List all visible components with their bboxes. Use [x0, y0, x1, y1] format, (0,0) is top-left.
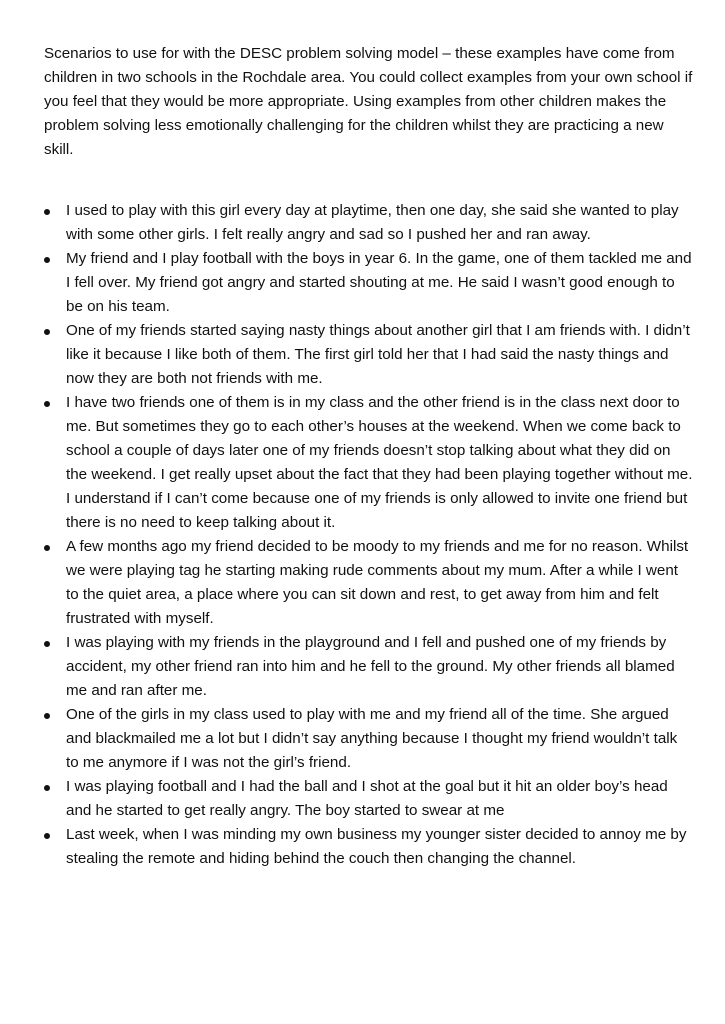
scenario-text: I used to play with this girl every day at playtime, then one day, she said she wanted to play with some other girls. I felt really angry and sad so I pushed her and ran away. [66, 202, 679, 243]
intro-paragraph: Scenarios to use for with the DESC problem solving model – these examples have come from children in two schools in the Rochdale area. You could collect examples from your own school if you feel that they would be more appropriate. Using examples from other children makes the problem solving less emotionally challenging for the children whilst they are practicing a new skill. [44, 45, 693, 158]
list-item [44, 775, 694, 823]
list-item [44, 319, 694, 391]
scenario-text: One of the girls in my class used to play with me and my friend all of the time. She argued and blackmailed me a lot but I didn’t say anything because I thought my friend wouldn’t talk to me anymore if I was not the girl’s friend. [66, 706, 678, 771]
scenario-list [44, 199, 694, 871]
bullet-icon [44, 209, 50, 215]
list-item [44, 535, 694, 631]
bullet-icon [44, 329, 50, 335]
list-item [44, 247, 694, 319]
bullet-icon [44, 641, 50, 647]
scenario-text: My friend and I play football with the boys in year 6. In the game, one of them tackled me and I fell over. My friend got angry and started shouting at me. He said I wasn’t good enough to be on his team. [66, 250, 692, 315]
list-item [44, 703, 694, 775]
list-item [44, 631, 694, 703]
list-item [44, 199, 694, 247]
bullet-icon [44, 785, 50, 791]
bullet-icon [44, 545, 50, 551]
bullet-icon [44, 713, 50, 719]
scenario-text: A few months ago my friend decided to be moody to my friends and me for no reason. Whilst we were playing tag he starting making rude comments about my mum. After a while I went to the quiet area, a place where you can sit down and rest, to get away from him and felt frustrated with myself. [66, 538, 689, 627]
scenario-text: I was playing with my friends in the playground and I fell and pushed one of my friends by accident, my other friend ran into him and he fell to the ground. My other friends all blamed me and ran after me. [66, 634, 675, 699]
list-item [44, 391, 694, 535]
bullet-icon [44, 833, 50, 839]
scenario-text: One of my friends started saying nasty things about another girl that I am friends with. I didn’t like it because I like both of them. The first girl told her that I had said the nasty things and now they are both not friends with me. [66, 322, 690, 387]
scenario-text: Last week, when I was minding my own business my younger sister decided to annoy me by stealing the remote and hiding behind the couch then changing the channel. [66, 826, 687, 867]
scenario-text: I was playing football and I had the ball and I shot at the goal but it hit an older boy’s head and he started to get really angry. The boy started to swear at me [66, 778, 668, 819]
bullet-icon [44, 401, 50, 407]
bullet-icon [44, 257, 50, 263]
scenario-text: I have two friends one of them is in my class and the other friend is in the class next door to me. But sometimes they go to each other’s houses at the weekend. When we come back to school a couple of days later one of my friends doesn’t stop talking about what they did on the weekend. I get really upset about the fact that they had been playing together without me. I understand if I can’t come because one of my friends is only allowed to invite one friend but there is no need to keep talking about it. [66, 394, 693, 531]
list-item [44, 823, 694, 871]
